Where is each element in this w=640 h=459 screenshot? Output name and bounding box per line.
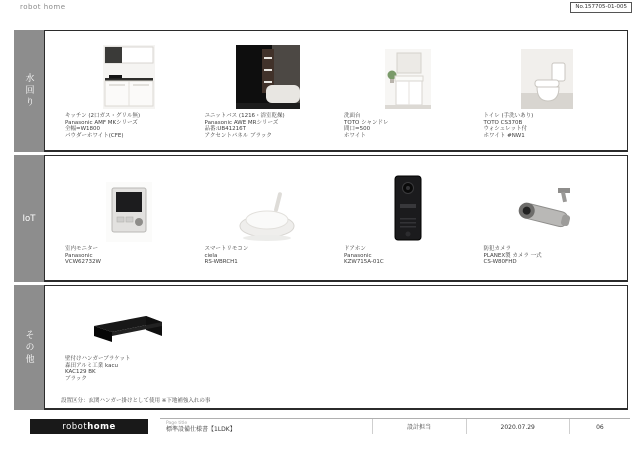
empty-slot	[478, 292, 618, 394]
empty-slot	[199, 292, 339, 394]
product-name: 防犯カメラ	[483, 246, 512, 252]
product-washstand	[338, 37, 478, 148]
product-maker: TOTO CS370B	[483, 119, 523, 126]
product-maker: ciela	[204, 252, 218, 259]
installation-note: 設置区分：玄関ハンガー掛けとして使用 ※下地補強入れの事	[61, 398, 211, 404]
footer-staff: 設計担当	[406, 423, 431, 431]
product-kitchen	[59, 37, 199, 148]
product-security-camera	[478, 162, 618, 278]
footer-page-number: 06	[596, 423, 604, 431]
product-model: CS-W80FHD	[483, 259, 517, 265]
product-maker: Panasonic AWE MRシリーズ	[204, 119, 279, 126]
section-box	[44, 285, 628, 410]
product-model: ウォシュレット付	[483, 126, 528, 132]
header-brand: robot home	[20, 3, 66, 11]
product-doorphone	[338, 162, 478, 278]
product-model: 間口=500	[344, 126, 371, 132]
document-number: No.157705-01-005	[570, 2, 632, 13]
product-color: ホワイト #NW1	[483, 132, 525, 139]
product-name: 壁付けハンガーブラケット	[65, 356, 131, 362]
product-smart-hub	[199, 162, 339, 278]
unit-bath-photo	[205, 37, 333, 109]
product-color: パウダーホワイト(CFE)	[65, 132, 124, 139]
product-model: KZW715A-01C	[344, 259, 384, 265]
product-color: アクセントパネル ブラック	[204, 132, 272, 139]
toilet-photo	[484, 37, 612, 109]
kitchen-photo	[65, 37, 193, 109]
product-maker: Panasonic AMF MKシリーズ	[65, 119, 138, 126]
product-model: 全幅=W1800	[65, 126, 101, 132]
product-model: VCW62732W	[65, 259, 101, 265]
footer-date: 2020.07.29	[500, 423, 535, 431]
product-maker: Panasonic	[344, 252, 372, 259]
product-name: ユニットバス (1216・浴室乾燥)	[204, 113, 285, 119]
hanger-bracket-photo	[65, 292, 193, 352]
product-model: 品番:UB41216T	[204, 126, 247, 132]
footer-logo	[30, 419, 148, 434]
product-name: トイレ (手洗いあり)	[483, 113, 534, 119]
footer-doc-title: 標準設備仕様書【1LDK】	[166, 426, 236, 433]
product-maker: 森田アルミ工業 kacu	[65, 362, 118, 369]
product-unit-bath	[199, 37, 339, 148]
doorphone-photo	[344, 162, 472, 242]
empty-slot	[338, 292, 478, 394]
section-iot	[14, 155, 628, 282]
section-tab-sonota: その他	[14, 285, 44, 410]
product-name: 洗面台	[344, 113, 361, 119]
room-monitor-photo	[65, 162, 193, 242]
product-maker: PLANEX製 カメラ 一式	[483, 252, 542, 259]
product-hanger-bracket	[59, 292, 199, 394]
section-box	[44, 155, 628, 282]
footer-info-strip	[160, 418, 630, 434]
product-toilet	[478, 37, 618, 148]
product-maker: TOTO シャンドレ	[344, 119, 389, 126]
footer-logo-bold: home	[87, 421, 116, 432]
product-name: キッチン (2口ガス・グリル無)	[65, 113, 141, 119]
washstand-photo	[344, 37, 472, 109]
product-maker: Panasonic	[65, 252, 93, 259]
product-name: ドアホン	[344, 246, 366, 252]
section-mizumawari	[14, 30, 628, 152]
security-camera-photo	[484, 162, 612, 242]
section-sonota	[14, 285, 628, 410]
product-room-monitor	[59, 162, 199, 278]
section-box	[44, 30, 628, 152]
product-model: KAC129 BK	[65, 369, 96, 375]
product-color: ブラック	[65, 375, 87, 382]
product-color: ホワイト	[344, 132, 366, 139]
footer-logo-light: robot	[62, 421, 88, 432]
product-name: 室内モニター	[65, 246, 99, 252]
product-model: RS-WBRCH1	[204, 259, 238, 265]
section-tab-iot: IoT	[14, 155, 44, 282]
smart-hub-photo	[205, 162, 333, 242]
section-tab-mizumawari: 水回り	[14, 30, 44, 152]
product-name: スマートリモコン	[204, 246, 249, 252]
footer-title-label: Page title	[166, 421, 188, 426]
